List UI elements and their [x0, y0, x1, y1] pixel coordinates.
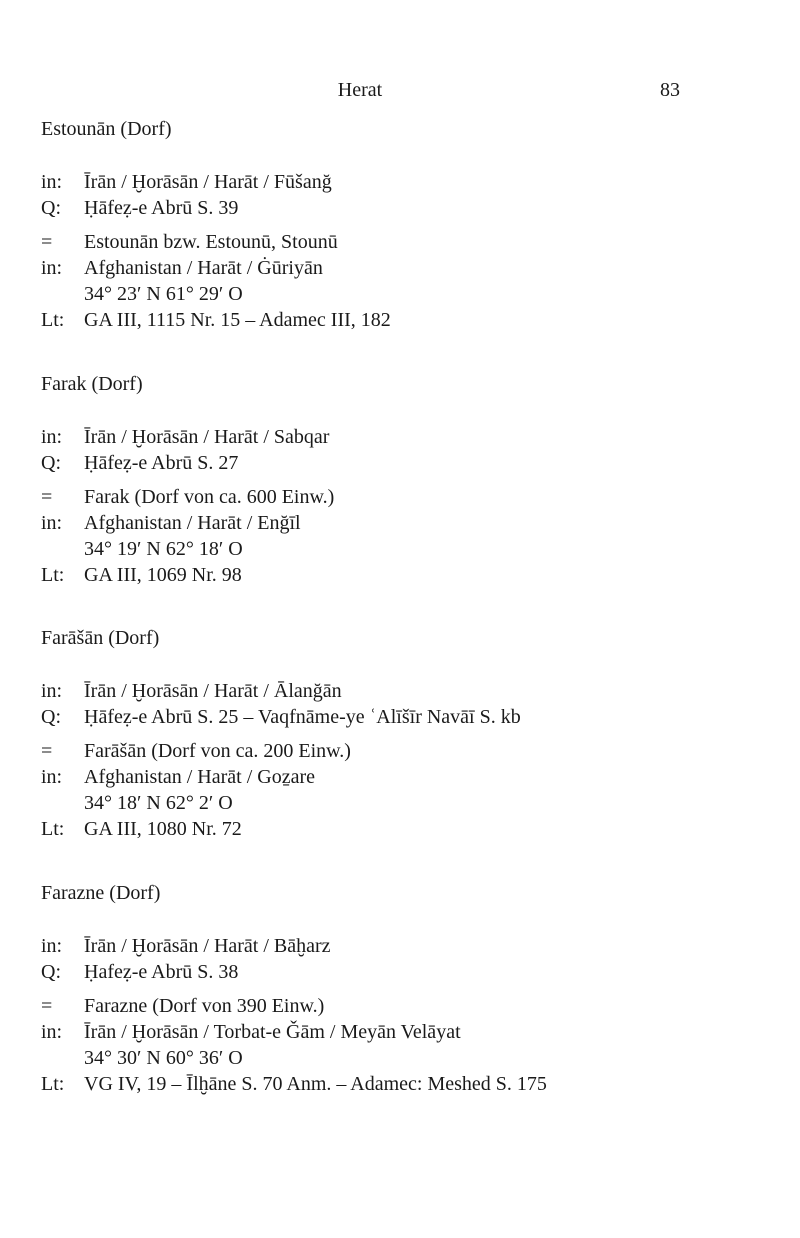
in-label: in:	[41, 171, 63, 193]
entry-coordinates-line	[41, 790, 741, 816]
entry-heading: Farak (Dorf)	[41, 373, 143, 395]
entry-coordinates-line	[41, 281, 741, 307]
entry-coordinates: 34° 19′ N 62° 18′ O	[84, 538, 243, 560]
entry-location-line	[41, 933, 741, 959]
entry-literature-line	[41, 562, 741, 588]
entry-source: Ḥāfeẓ-e Abrū S. 25 – Vaqfnāme-ye ʿAlīšīr Navāī S. kb	[84, 706, 521, 728]
entry-source-line	[41, 195, 741, 221]
equivalent-label: =	[41, 995, 53, 1017]
entry-source-line	[41, 450, 741, 476]
entry-modern-location: Afghanistan / Harāt / Enğīl	[84, 512, 301, 534]
entry-location-line	[41, 678, 741, 704]
entry-equivalent-line	[41, 738, 741, 764]
entry-literature: GA III, 1080 Nr. 72	[84, 818, 242, 840]
in-label: in:	[41, 1021, 63, 1043]
entry-equivalent: Farazne (Dorf von 390 Einw.)	[84, 995, 325, 1017]
source-label: Q:	[41, 197, 61, 219]
entry-location-line	[41, 424, 741, 450]
literature-label: Lt:	[41, 309, 65, 331]
source-label: Q:	[41, 452, 61, 474]
entry-equivalent: Farak (Dorf von ca. 600 Einw.)	[84, 486, 335, 508]
entry-coordinates: 34° 30′ N 60° 36′ O	[84, 1047, 243, 1069]
entry-heading: Estounān (Dorf)	[41, 118, 172, 140]
entry-heading: Farazne (Dorf)	[41, 882, 161, 904]
source-label: Q:	[41, 706, 61, 728]
entry-literature-line	[41, 307, 741, 333]
entry-source: Ḥāfeẓ-e Abrū S. 27	[84, 452, 239, 474]
entry-location: Īrān / Ḫorāsān / Harāt / Ālanğān	[84, 680, 342, 702]
entry-modern-location: Afghanistan / Harāt / Ġūriyān	[84, 257, 323, 279]
equivalent-label: =	[41, 740, 53, 762]
in-label: in:	[41, 426, 63, 448]
entry-equivalent: Estounān bzw. Estounū, Stounū	[84, 231, 338, 253]
gazetteer-entry	[41, 880, 741, 1097]
equivalent-label: =	[41, 231, 53, 253]
entry-modern-location-line	[41, 1019, 741, 1045]
entry-literature: GA III, 1069 Nr. 98	[84, 564, 242, 586]
entry-literature: VG IV, 19 – Īlḫāne S. 70 Anm. – Adamec: Meshed S. 175	[84, 1073, 547, 1095]
gazetteer-entry	[41, 625, 741, 842]
entry-equivalent-line	[41, 484, 741, 510]
page-number: 83	[660, 79, 680, 101]
entry-location: Īrān / Ḫorāsān / Harāt / Sabqar	[84, 426, 330, 448]
source-label: Q:	[41, 961, 61, 983]
entry-location-line	[41, 169, 741, 195]
entry-coordinates-line	[41, 536, 741, 562]
entry-equivalent-line	[41, 229, 741, 255]
in-label: in:	[41, 512, 63, 534]
in-label: in:	[41, 257, 63, 279]
entry-modern-location-line	[41, 764, 741, 790]
entry-source-line	[41, 704, 741, 730]
entry-location: Īrān / Ḫorāsān / Harāt / Fūšanğ	[84, 171, 332, 193]
in-label: in:	[41, 680, 63, 702]
entry-modern-location: Afghanistan / Harāt / Goẕare	[84, 766, 316, 788]
entry-source-line	[41, 959, 741, 985]
in-label: in:	[41, 935, 63, 957]
entry-equivalent: Farāšān (Dorf von ca. 200 Einw.)	[84, 740, 351, 762]
equivalent-label: =	[41, 486, 53, 508]
in-label: in:	[41, 766, 63, 788]
entry-modern-location: Īrān / Ḫorāsān / Torbat-e Ǧām / Meyān Velāyat	[84, 1021, 461, 1043]
entry-source: Ḥafeẓ-e Abrū S. 38	[84, 961, 239, 983]
entry-coordinates-line	[41, 1045, 741, 1071]
gazetteer-entry	[41, 371, 741, 588]
entry-coordinates: 34° 18′ N 62° 2′ O	[84, 792, 233, 814]
entry-source: Ḥāfeẓ-e Abrū S. 39	[84, 197, 239, 219]
entry-literature-line	[41, 816, 741, 842]
entry-modern-location-line	[41, 510, 741, 536]
entry-location: Īrān / Ḫorāsān / Harāt / Bāḫarz	[84, 935, 331, 957]
entry-coordinates: 34° 23′ N 61° 29′ O	[84, 283, 243, 305]
entry-equivalent-line	[41, 993, 741, 1019]
running-head	[40, 79, 680, 105]
entry-heading: Farāšān (Dorf)	[41, 627, 160, 649]
entry-literature-line	[41, 1071, 741, 1097]
gazetteer-entry	[41, 116, 741, 333]
entry-literature: GA III, 1115 Nr. 15 – Adamec III, 182	[84, 309, 391, 331]
running-head-title: Herat	[337, 79, 383, 101]
literature-label: Lt:	[41, 1073, 65, 1095]
entry-modern-location-line	[41, 255, 741, 281]
literature-label: Lt:	[41, 818, 65, 840]
literature-label: Lt:	[41, 564, 65, 586]
